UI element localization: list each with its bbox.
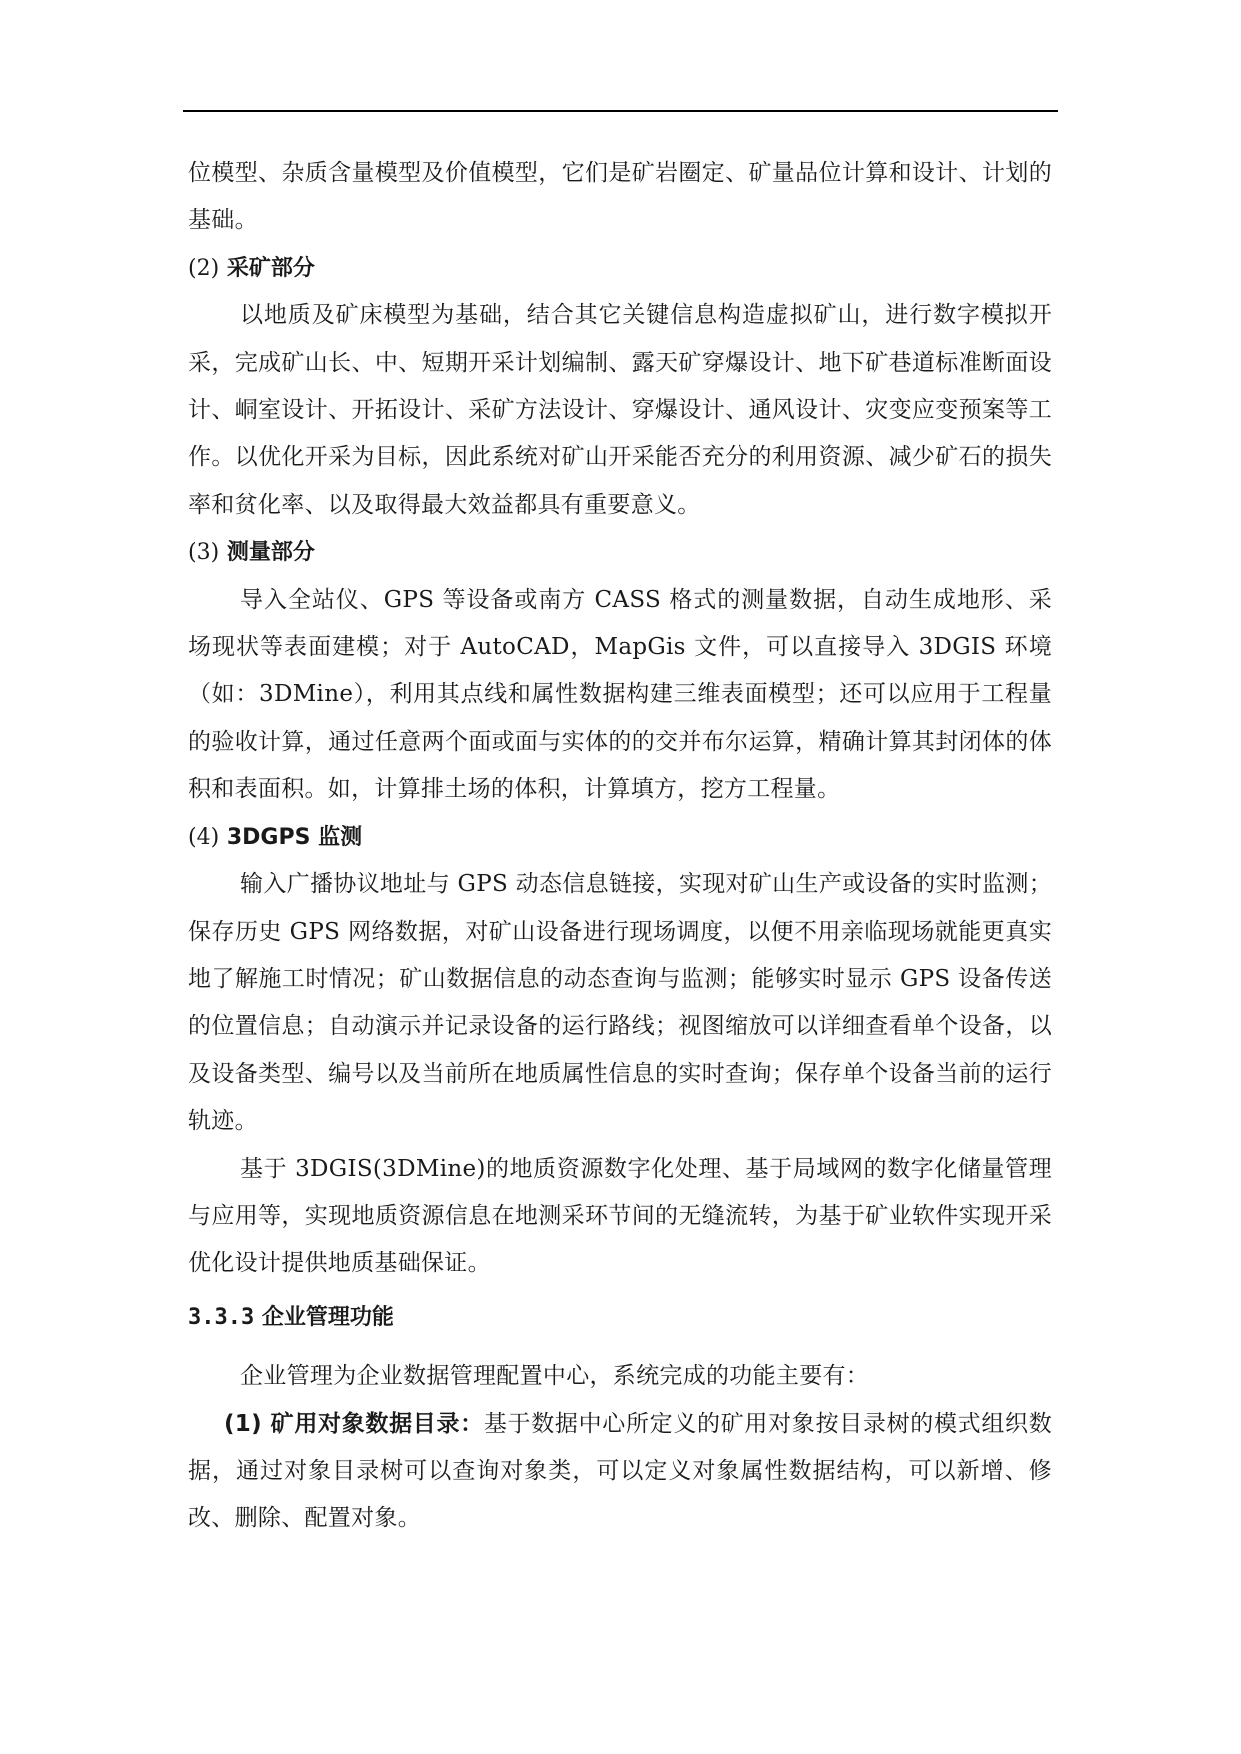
heading-title: 3DGPS 监测 xyxy=(226,824,363,850)
heading-number: (3) xyxy=(188,540,220,566)
list-item-object-catalog xyxy=(188,1401,1052,1543)
header-rule xyxy=(183,110,1058,112)
heading-gps xyxy=(188,814,1052,861)
item-label: (1) 矿用对象数据目录： xyxy=(224,1410,484,1437)
paragraph-mining: 以地质及矿床模型为基础，结合其它关键信息构造虚拟矿山，进行数字模拟开采，完成矿山长、中、短期开采计划编制、露天矿穿爆设计、地下矿巷道标准断面设计、峒室设计、开拓设计、采矿方法设计、穿爆设计、通风设计、灾变应变预案等工作。以优化开采为目标，因此系统对矿山开采能否充分的利用资源、减少矿石的损失率和贫化率、以及取得最大效益都具有重要意义。 xyxy=(188,302,1052,518)
paragraph-gps: 输入广播协议地址与 GPS 动态信息链接，实现对矿山生产或设备的实时监测；保存历史 GPS 网络数据，对矿山设备进行现场调度，以便不用亲临现场就能更真实地了解施工时情况；矿山数据信息的动态查询与监测；能够实时显示 GPS 设备传送的位置信息；自动演示并记录设备的运行路线；视图缩放可以详细查看单个设备，以及设备类型、编号以及当前所在地质属性信息的实时查询；保存单个设备当前的运行轨迹。 xyxy=(188,871,1052,1135)
document-body xyxy=(188,150,1052,1543)
section-title: 企业管理功能 xyxy=(261,1304,394,1330)
heading-mining xyxy=(188,245,1052,292)
item-text: 基于数据中心所定义的矿用对象按目录树的模式组织数据，通过对象目录树可以查询对象类，可以定义对象属性数据结构，可以新增、修改、删除、配置对象。 xyxy=(188,1410,1053,1532)
paragraph-continuation: 位模型、杂质含量模型及价值模型，它们是矿岩圈定、矿量品位计算和设计、计划的基础。 xyxy=(188,160,1052,234)
heading-title: 采矿部分 xyxy=(226,255,315,281)
heading-number: (2) xyxy=(188,255,220,281)
section-heading xyxy=(188,1294,1052,1341)
paragraph-enterprise-intro: 企业管理为企业数据管理配置中心，系统完成的功能主要有： xyxy=(240,1363,870,1390)
heading-survey xyxy=(188,529,1052,576)
paragraph-summary: 基于 3DGIS(3DMine)的地质资源数字化处理、基于局域网的数字化储量管理与应用等，实现地质资源信息在地测采环节间的无缝流转，为基于矿业软件实现开采优化设计提供地质基础保证。 xyxy=(188,1155,1052,1277)
paragraph-survey: 导入全站仪、GPS 等设备或南方 CASS 格式的测量数据，自动生成地形、采场现状等表面建模；对于 AutoCAD，MapGis 文件，可以直接导入 3DGIS 环境（如：3DMine），利用其点线和属性数据构建三维表面模型；还可以应用于工程量的验收计算，通过任意两个面或面与实体的的交并布尔运算，精确计算其封闭体的体积和表面积。如，计算排土场的体积，计算填方，挖方工程量。 xyxy=(188,586,1052,803)
section-number: 3.3.3 xyxy=(188,1304,255,1330)
heading-title: 测量部分 xyxy=(226,540,315,566)
heading-number: (4) xyxy=(188,824,220,850)
